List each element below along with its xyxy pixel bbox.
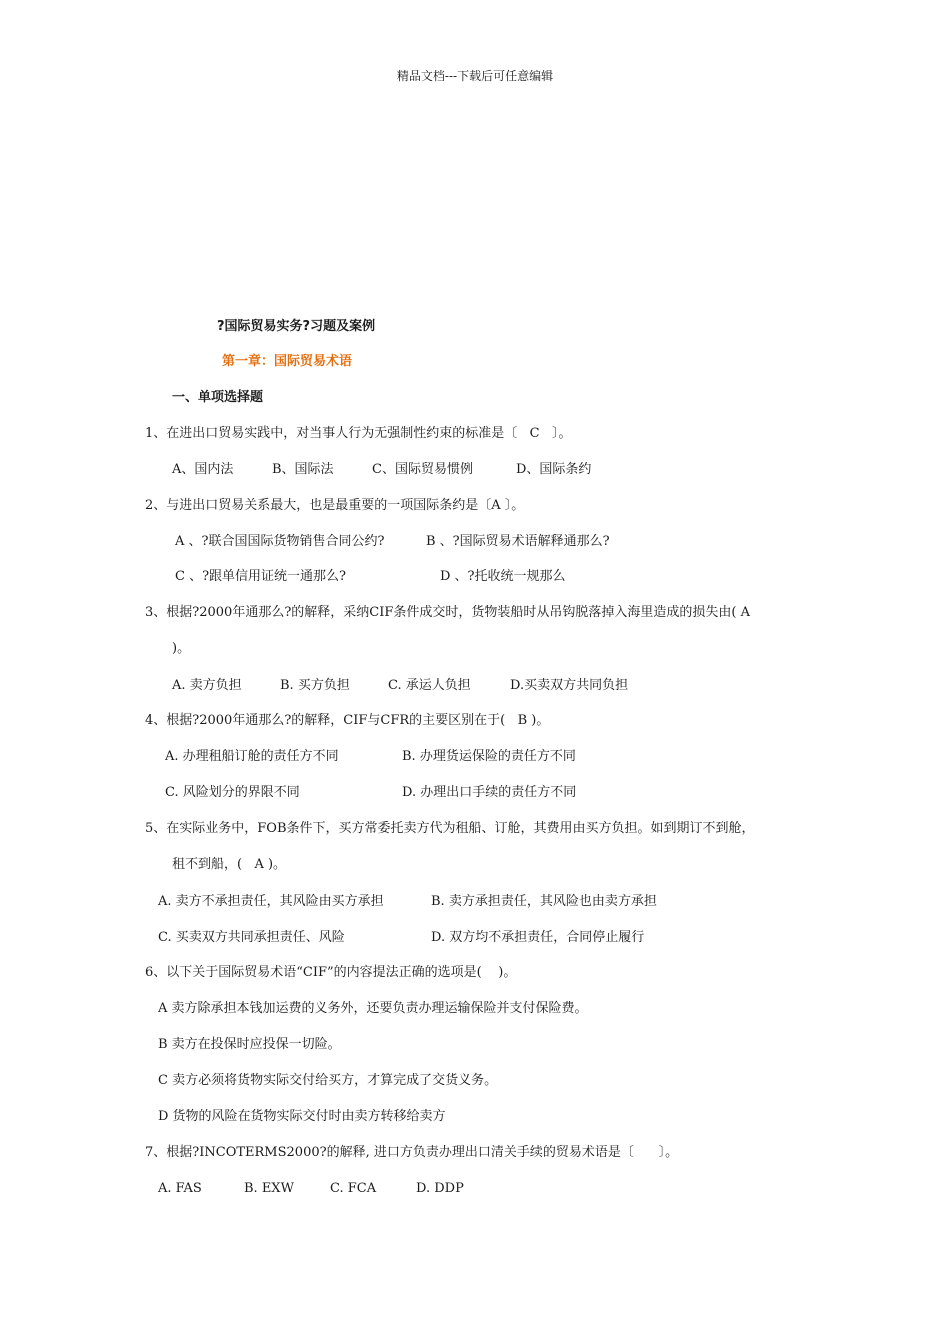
question-3-option-b: B. 买方负担 [280, 678, 350, 693]
question-2-option-c: C 、?跟单信用证统一通那么? [175, 569, 347, 584]
chapter-heading: 第一章：国际贸易术语 [222, 354, 353, 369]
question-3-stem-continued: )。 [172, 641, 191, 656]
question-4-option-d: D. 办理出口手续的责任方不同 [402, 785, 577, 800]
question-1-option-b: B、国际法 [272, 462, 334, 477]
question-6-option-a: A 卖方除承担本钱加运费的义务外，还要负责办理运输保险并支付保险费。 [158, 1001, 588, 1016]
question-6-stem: 6、以下关于国际贸易术语“CIF”的内容提法正确的选项是( )。 [145, 965, 517, 980]
question-3-option-a: A. 卖方负担 [172, 678, 242, 693]
question-1-option-d: D、国际条约 [516, 462, 592, 477]
question-4-option-a: A. 办理租船订舱的责任方不同 [165, 749, 339, 764]
question-3-option-d: D.买卖双方共同负担 [510, 678, 629, 693]
question-1-stem: 1、在进出口贸易实践中，对当事人行为无强制性约束的标准是〔 C 〕。 [145, 426, 572, 441]
question-5-option-b: B. 卖方承担责任，其风险也由卖方承担 [431, 894, 657, 909]
question-7-option-c: C. FCA [330, 1181, 377, 1196]
question-2-option-d: D 、?托收统一规那么 [440, 569, 566, 584]
question-6-option-b: B 卖方在投保时应投保一切险。 [158, 1037, 341, 1052]
question-5-stem: 5、在实际业务中，FOB条件下，买方常委托卖方代为租船、订舱，其费用由买方负担。如到期订不到舱， [145, 821, 755, 836]
question-5-option-c: C. 买卖双方共同承担责任、风险 [158, 930, 345, 945]
question-7-stem: 7、根据?INCOTERMS2000?的解释, 进口方负责办理出口清关手续的贸易术语是〔 〕。 [145, 1145, 679, 1160]
question-3-option-c: C. 承运人负担 [388, 678, 471, 693]
page-header: 精品文档---下载后可任意编辑 [396, 69, 554, 83]
question-1-option-a: A、国内法 [172, 462, 234, 477]
section-heading: 一、单项选择题 [172, 390, 264, 405]
question-4-stem: 4、根据?2000年通那么?的解释，CIF与CFR的主要区别在于( B )。 [145, 713, 550, 728]
question-5-stem-continued: 租不到船，( A )。 [172, 857, 287, 872]
document-title: ?国际贸易实务?习题及案例 [217, 319, 376, 334]
question-2-stem: 2、与进出口贸易关系最大，也是最重要的一项国际条约是〔A 〕。 [145, 498, 525, 513]
question-4-option-b: B. 办理货运保险的责任方不同 [402, 749, 576, 764]
question-4-option-c: C. 风险划分的界限不同 [165, 785, 300, 800]
question-6-option-c: C 卖方必须将货物实际交付给买方，才算完成了交货义务。 [158, 1073, 498, 1088]
question-5-option-a: A. 卖方不承担责任，其风险由买方承担 [158, 894, 384, 909]
question-7-option-d: D. DDP [416, 1181, 464, 1196]
question-6-option-d: D 货物的风险在货物实际交付时由卖方转移给卖方 [158, 1109, 446, 1124]
question-7-option-b: B. EXW [244, 1181, 294, 1196]
question-2-option-b: B 、?国际贸易术语解释通那么? [426, 534, 610, 549]
question-5-option-d: D. 双方均不承担责任，合同停止履行 [431, 930, 645, 945]
question-1-option-c: C、国际贸易惯例 [372, 462, 473, 477]
question-2-option-a: A 、?联合国国际货物销售合同公约? [175, 534, 385, 549]
question-3-stem: 3、根据?2000年通那么?的解释，采纳CIF条件成交时，货物装船时从吊钩脱落掉入海里造成的损失由( A [145, 605, 750, 620]
question-7-option-a: A. FAS [158, 1181, 202, 1196]
